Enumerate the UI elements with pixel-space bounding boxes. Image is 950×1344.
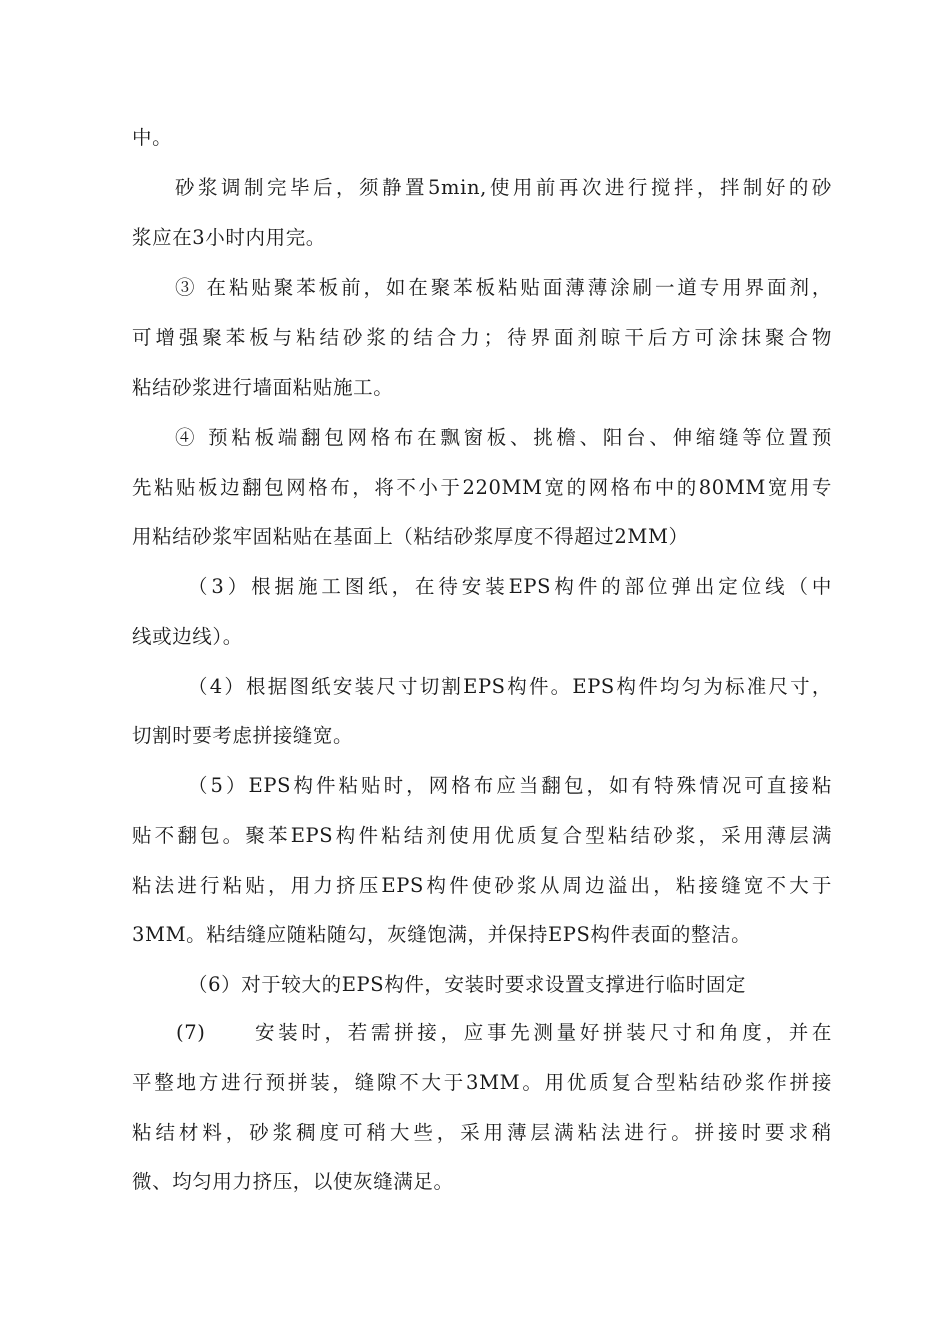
text-line: 可增强聚苯板与粘结砂浆的结合力；待界面剂晾干后方可涂抹聚合物 <box>132 326 832 349</box>
text-line: 贴不翻包。聚苯EPS构件粘结剂使用优质复合型粘结砂浆，采用薄层满 <box>132 824 832 847</box>
text-line: 粘结材料，砂浆稠度可稍大些，采用薄层满粘法进行。拼接时要求稍 <box>132 1121 832 1144</box>
text-line: 先粘贴板边翻包网格布，将不小于220MM宽的网格布中的80MM宽用专 <box>132 476 832 499</box>
text-line: 平整地方进行预拼装，缝隙不大于3MM。用优质复合型粘结砂浆作拼接 <box>132 1071 832 1094</box>
text-line: （3）根据施工图纸，在待安装EPS构件的部位弹出定位线（中 <box>188 575 832 598</box>
text-line: 微、均匀用力挤压，以使灰缝满足。 <box>132 1170 454 1193</box>
text-line: 粘结砂浆进行墙面粘贴施工。 <box>132 376 394 399</box>
text-line: 砂浆调制完毕后，须静置5min,使用前再次进行搅拌，拌制好的砂 <box>175 176 832 199</box>
text-line: ④ 预粘板端翻包网格布在飘窗板、挑檐、阳台、伸缩缝等位置预 <box>175 426 832 449</box>
text-line: 浆应在3小时内用完。 <box>132 226 326 249</box>
text-line: 切割时要考虑拼接缝宽。 <box>132 724 354 747</box>
text-line: 粘法进行粘贴，用力挤压EPS构件使砂浆从周边溢出，粘接缝宽不大于 <box>132 874 832 897</box>
text-line: （6）对于较大的EPS构件，安装时要求设置支撑进行临时固定 <box>188 973 747 996</box>
text-line: 用粘结砂浆牢固粘贴在基面上（粘结砂浆厚度不得超过2MM） <box>132 525 689 548</box>
text-line: ③ 在粘贴聚苯板前，如在聚苯板粘贴面薄薄涂刷一道专用界面剂， <box>175 276 832 299</box>
text-line: （5）EPS构件粘贴时，网格布应当翻包，如有特殊情况可直接粘 <box>188 774 832 797</box>
text-line: (7) 安装时，若需拼接，应事先测量好拼装尺寸和角度，并在 <box>176 1021 832 1044</box>
text-line: （4）根据图纸安装尺寸切割EPS构件。EPS构件均匀为标准尺寸， <box>188 675 832 698</box>
text-line: 中。 <box>132 126 173 149</box>
text-line: 线或边线）。 <box>132 625 243 648</box>
text-line: 3MM。粘结缝应随粘随勾，灰缝饱满，并保持EPS构件表面的整洁。 <box>132 923 752 946</box>
